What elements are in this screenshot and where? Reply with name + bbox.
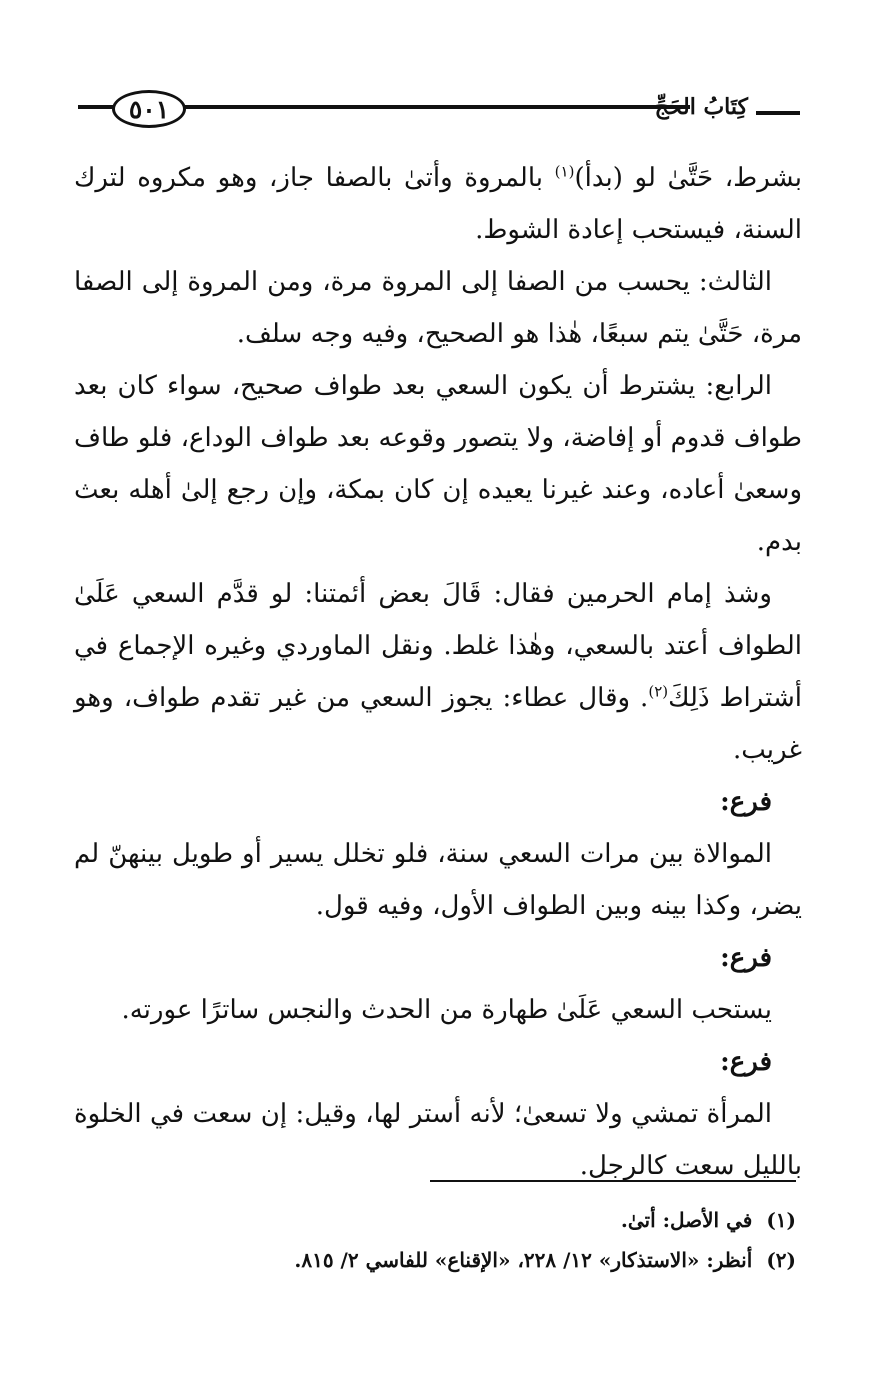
running-title: كِتَابُ الحَجِّ <box>654 94 748 120</box>
paragraph-1-text-a: بشرط، حَتَّىٰ لو (بدأ) <box>574 163 802 193</box>
page-header <box>78 90 800 134</box>
page-number: ٥٠١ <box>112 90 186 128</box>
footnote-ref-1: (١) <box>554 162 575 181</box>
paragraph-6: يستحب السعي عَلَىٰ طهارة من الحدث والنجس ساترًا عورته. <box>121 995 772 1025</box>
paragraph-1-text-b: بالمروة وأتىٰ بالصفا جاز، وهو مكروه لترك السنة، فيستحب إعادة الشوط. <box>74 163 802 245</box>
subsection-heading-2: فرع: <box>720 943 772 973</box>
main-text <box>74 152 802 1192</box>
paragraph-4-text-b: . وقال عطاء: يجوز السعي من غير تقدم طواف، وهو غريب. <box>74 683 802 765</box>
header-rule-long <box>183 105 690 109</box>
footnote-2-mark: (٢) <box>766 1248 796 1272</box>
paragraph-4 <box>74 568 802 776</box>
paragraph-5: الموالاة بين مرات السعي سنة، فلو تخلل يسير أو طويل بينهنّ لم يضر، وكذا بينه وبين الطواف الأول، وفيه قول. <box>74 839 802 921</box>
footnote-separator <box>430 1180 796 1182</box>
footnote-2 <box>200 1240 796 1280</box>
subsection-heading-1: فرع: <box>720 787 772 817</box>
footnote-1 <box>200 1200 796 1240</box>
footnote-1-text: في الأصل: أتىٰ. <box>620 1208 753 1232</box>
header-rule-right <box>756 111 800 115</box>
paragraph-2: الثالث: يحسب من الصفا إلى المروة مرة، ومن المروة إلى الصفا مرة، حَتَّىٰ يتم سبعًا، هٰذا هو الصحيح، وفيه وجه سلف. <box>74 267 802 349</box>
subsection-heading-3: فرع: <box>720 1047 772 1077</box>
footnote-1-mark: (١) <box>766 1208 796 1232</box>
footnote-ref-2: (٢) <box>648 682 669 701</box>
paragraph-3: الرابع: يشترط أن يكون السعي بعد طواف صحيح، سواء كان بعد طواف قدوم أو إفاضة، ولا يتصور وقوعه بعد طواف الوداع، فلو طاف وسعىٰ أعاده، وعند غيرنا يعيده إن كان بمكة، وإن رجع إلىٰ أهله بعث بدم. <box>74 371 802 557</box>
footnote-2-text: أنظر: «الاستذكار» ١٢/ ٢٢٨، «الإقناع» للفاسي ٢/ ٨١٥. <box>294 1248 753 1272</box>
paragraph-1 <box>74 152 802 256</box>
paragraph-7: المرأة تمشي ولا تسعىٰ؛ لأنه أستر لها، وقيل: إن سعت في الخلوة بالليل سعت كالرجل. <box>74 1099 802 1181</box>
footnotes <box>200 1200 796 1280</box>
paragraph-4-text-a: وشذ إمام الحرمين فقال: قَالَ بعض أئمتنا: لو قدَّم السعي عَلَىٰ الطواف أعتد بالسعي، وهٰذا غلط. ونقل الماوردي وغيره الإجماع في أشتراط ذَلِكَ <box>74 579 802 713</box>
header-rule-left <box>78 105 114 109</box>
